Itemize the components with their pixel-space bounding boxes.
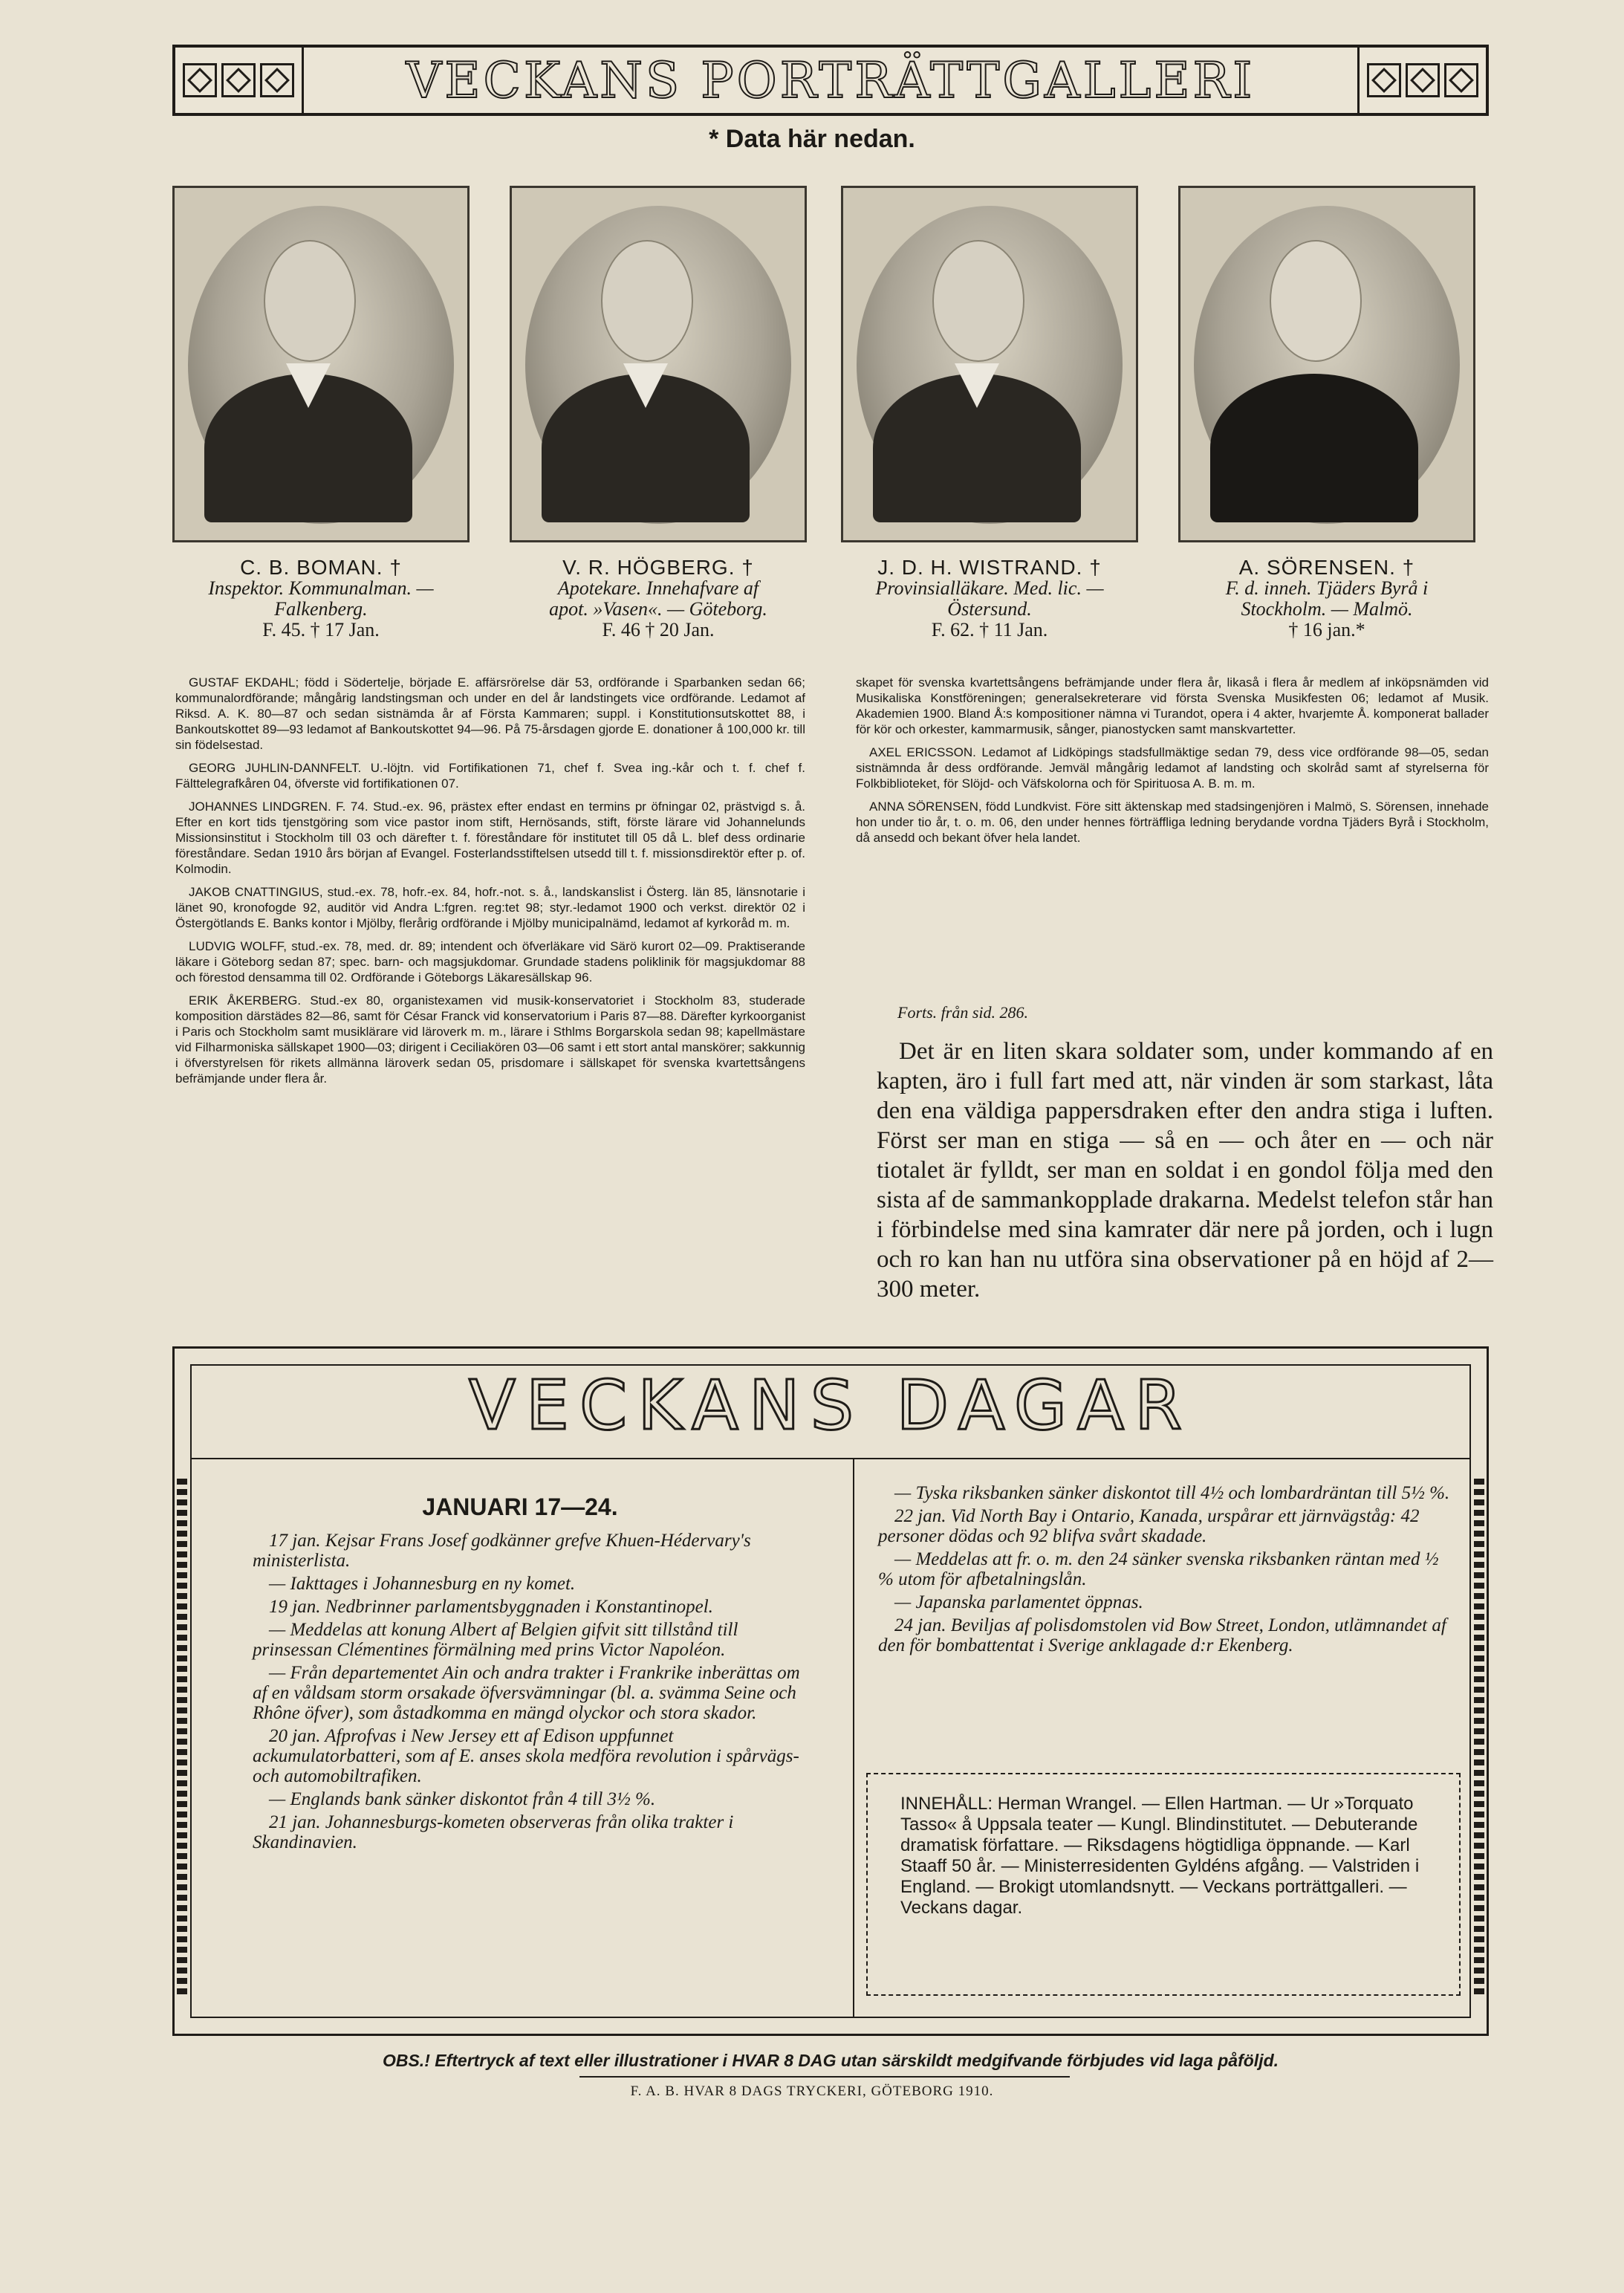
portrait-photo — [510, 186, 807, 542]
ornament-icon — [1444, 63, 1478, 97]
news-item: — Meddelas att fr. o. m. den 24 sänker svenska riksbanken räntan med ½ % utom för afbetalningslån. — [878, 1549, 1439, 1589]
news-item: — Meddelas att konung Albert af Belgien gifvit sitt tillstånd till prinsessan Clémentines förmälning med prins Victor Napoléon. — [253, 1620, 738, 1660]
portrait-desc: Provinsialläkare. Med. lic. — — [875, 577, 1104, 599]
news-column-right — [878, 1483, 1450, 1658]
banner-ornament-right — [1357, 48, 1486, 113]
banner-ornament-left — [175, 48, 304, 113]
portrait-desc: F. d. inneh. Tjäders Byrå i — [1225, 577, 1429, 599]
news-item: 24 jan. Beviljas af polisdomstolen vid Bow Street, London, utlämnandet af den för bombattentat i Sverige anklagade d:r Ekenberg. — [878, 1615, 1446, 1655]
section-title: VECKANS DAGAR — [468, 1366, 1193, 1445]
portrait-dates: F. 46 † 20 Jan. — [602, 619, 715, 640]
ornament-icon — [183, 63, 217, 97]
portrait-desc: Falkenberg. — [274, 598, 368, 620]
divider — [190, 1458, 1471, 1459]
portrait-caption — [157, 557, 484, 640]
portrait-name: J. D. H. WISTRAND. † — [877, 556, 1102, 579]
ornament-icon — [221, 63, 256, 97]
page-title: VECKANS PORTRÄTTGALLERI — [406, 51, 1256, 109]
printer-imprint: F. A. B. HVAR 8 DAGS TRYCKERI, GÖTEBORG 1910. — [630, 2083, 994, 2099]
chain-border-ornament — [177, 1479, 187, 1999]
bio-paragraph: skapet för svenska kvartettsångens befrämjande under flera år, likaså i flera år medlem af inköpsnämden vid Musikaliska Konstföreningen; generalsekreterare vid första Svenska Musikfesten 06; ledamot af Musik. Akademien 1900. Bland Å:s kompositioner nämna vi Turandot, opera i 4 akter, hvarjemte Å. komponerat ballader för kör och orkester, kammarmusik, sånger, pianostycken samt manskvartetter. — [856, 675, 1489, 736]
portrait-dates: F. 62. † 11 Jan. — [931, 619, 1048, 640]
news-item: — Japanska parlamentet öppnas. — [894, 1592, 1143, 1612]
news-column-left — [253, 1531, 802, 1855]
portrait-photo — [1178, 186, 1475, 542]
news-item: — Englands bank sänker diskontot från 4 till 3½ %. — [269, 1789, 656, 1809]
bio-paragraph: GUSTAF EKDAHL; född i Södertelje, började E. affärsrörelse där 53, ordförande i Sparbanken sedan 66; kommunalordförande; mångårig landstingsman och under en del år landstingets vice ordförande. Ledamot af Riksd. A. K. 80—87 och sedan sistnämda år af Första Kammaren; suppl. i Konstitutionsutskottet 88, i Bankoutskottet 89—93 ledamot af Bankoutskottet 94—96. På 75-årsdagen gjorde E. donationer å 100,000 kr. till sin födelsestad. — [175, 675, 805, 752]
portrait-caption — [826, 557, 1153, 640]
news-item: — Tyska riksbanken sänker diskontot till 4½ och lombardräntan till 5½ %. — [894, 1483, 1450, 1503]
bio-column-right — [856, 675, 1489, 853]
bio-column-left — [175, 675, 805, 1094]
bio-paragraph: ANNA SÖRENSEN, född Lundkvist. Före sitt äktenskap med stadsingenjören i Malmö, S. Sörensen, innehade hon under tio år, t. o. m. 06, den under hennes förträffliga ledning berydande vordna Tjäders Byrå i Stockholm, då ansedd och bekant öfver hela landet. — [856, 800, 1489, 845]
bio-paragraph: JAKOB CNATTINGIUS, stud.-ex. 78, hofr.-ex. 84, hofr.-not. s. å., landskanslist i Österg. län 85, länsnotarie i länet 90, kronofogde 92, auditör vid Andra L:fgren. reg:tet 98; styr.-ledamot 1900 och verkst. direktör 02 i Östergötlands E. Banks kontor i Mjölby, flerårig ordförande i Mjölby municipalnämd, ledamot af kyrkoråd m. m. — [175, 885, 805, 930]
portrait-photo — [841, 186, 1138, 542]
ornament-icon — [260, 63, 294, 97]
portrait-photo — [172, 186, 470, 542]
news-item: 22 jan. Vid North Bay i Ontario, Kanada, urspårar ett järnvägståg: 42 personer dödas och 92 blifva svårt skadade. — [878, 1506, 1420, 1546]
portrait-name: V. R. HÖGBERG. † — [562, 556, 754, 579]
bio-paragraph: JOHANNES LINDGREN. F. 74. Stud.-ex. 96, prästex efter endast en termins pr öfningar 02, prästvigd s. å. Efter en kort tids tjenstgöring som vice pastor inom stift, Hernösands, stift, förste lärare vid Johannelunds Missionsinstitut i Stockholm till 03 och därefter t. f. föreståndare för institutet till 05 då L. blef dess ordinarie föreståndare. Sedan 1910 års början af Evangel. Fosterlandsstiftelsen utsedd till t. f. missionsdirektör efter p. of. Kolmodin. — [175, 800, 805, 876]
bio-paragraph: GEORG JUHLIN-DANNFELT. U.-löjtn. vid Fortifikationen 71, chef f. Svea ing.-kår och t. f. chef f. Fälttelegrafkåren 04, öfverste vid fortifikationen 07. — [175, 761, 805, 791]
data-note: * Data här nedan. — [709, 125, 915, 153]
date-range-heading: JANUARI 17—24. — [422, 1493, 618, 1520]
portrait-desc: Stockholm. — Malmö. — [1241, 598, 1413, 620]
portrait-dates: F. 45. † 17 Jan. — [262, 619, 380, 640]
news-item: — Från departementet Ain och andra trakter i Frankrike inberättas om af en våldsam storm orsakade öfversvämningar (bl. a. svämma Seine och Rhône öfver), som åstadkomma en mängd olyckor och stora skador. — [253, 1663, 800, 1723]
portrait-name: A. SÖRENSEN. † — [1238, 556, 1415, 579]
portrait-name: C. B. BOMAN. † — [240, 556, 402, 579]
divider — [579, 2076, 1070, 2078]
bio-paragraph: AXEL ERICSSON. Ledamot af Lidköpings stadsfullmäktige sedan 79, dess vice ordförande 98—05, sedan sistnämnda år dess ordförande. Jemväl mångårig ledamot af landsting och skolråd samt af styrelserna för Folkbiblioteket, för Slöjd- och Väfskolorna och för Spirituosa A. B. m. m. — [856, 745, 1489, 791]
bio-paragraph: ERIK ÅKERBERG. Stud.-ex 80, organistexamen vid musik-konservatoriet i Stockholm 83, studerade komposition därstädes 82—86, samt för César Franck vid konservatorium i Paris 87—88. Därefter kyrkoorganist i Paris och Stockholm samt musiklärare vid läroverk m. m., lärare i Sthlms Borgarskola sedan 98; kapellmästare vid Filharmoniska sällskapet 1900—03; dirigent i Ceciliakören 03—06 samt i ett stort antal manskörer; sakkunnig i öfverstyrelsen för rikets allmänna läroverk sedan 05, prisdomare i sällskapet för svenska kvartettsångens befrämjande under flera år. — [175, 993, 805, 1086]
portrait-caption — [1163, 557, 1490, 640]
portrait-caption — [495, 557, 822, 640]
portrait-desc: apot. »Vasen«. — Göteborg. — [549, 598, 767, 620]
news-item: 17 jan. Kejsar Frans Josef godkänner grefve Khuen-Hédervary's ministerlista. — [253, 1531, 751, 1571]
portrait-desc: Inspektor. Kommunalman. — — [208, 577, 434, 599]
portrait-desc: Östersund. — [947, 598, 1032, 620]
chain-border-ornament — [1474, 1479, 1484, 1999]
portrait-desc: Apotekare. Innehafvare af — [557, 577, 759, 599]
bio-paragraph: LUDVIG WOLFF, stud.-ex. 78, med. dr. 89; intendent och öfverläkare vid Särö kurort 02—09. Praktiserande läkare i Göteborg sedan 87; spec. barn- och magsjukdomar. Grundade stadens poliklinik för magsjukdomar 88 och förestod densamma till 02. Ordförande i Göteborgs Läkaresällskap 96. — [175, 939, 805, 985]
ornament-icon — [1406, 63, 1440, 97]
ornament-icon — [1367, 63, 1401, 97]
contents-text: INNEHÅLL: Herman Wrangel. — Ellen Hartman. — Ur »Torquato Tasso« å Uppsala teater — Kungl. Blindinstitutet. — Debuterande dramatisk författare. — Riksdagens högtidliga öppnande. — Karl Staaff 50 år. — Ministerresidenten Gyldéns afgång. — Valstriden i England. — Brokigt utomlandsnytt. — Veckans porträttgalleri. — Veckans dagar. — [900, 1794, 1420, 1918]
column-divider — [853, 1458, 854, 2018]
news-item: 19 jan. Nedbrinner parlamentsbyggnaden i Konstantinopel. — [269, 1597, 713, 1617]
continued-label: Forts. från sid. 286. — [897, 1003, 1029, 1022]
news-item: — Iakttages i Johannesburg en ny komet. — [269, 1574, 576, 1594]
portrait-dates: † 16 jan.* — [1288, 619, 1365, 640]
article-body: Det är en liten skara soldater som, under kommando af en kapten, äro i full fart med att, när vinden är som starkast, låta den ena väldiga pappersdraken efter den andra stiga i luften. Först ser man en stiga — så en — och åter en — och när tiotalet är fylldt, ser man en soldat i en gondol följa med den sista af de sammankopplade drakarna. Medelst telefon står han i förbindelse med sina kamrater där nere på jorden, och i lugn och ro kan han nu utföra sina observationer på en höjd af 2—300 meter. — [877, 1038, 1493, 1303]
news-item: 20 jan. Afprofvas i New Jersey ett af Edison uppfunnet ackumulatorbatteri, som af E. anses skola medföra revolution i spårvägs- och automobiltrafiken. — [253, 1726, 799, 1786]
copyright-notice: OBS.! Eftertryck af text eller illustrationer i HVAR 8 DAG utan särskildt medgifvande förbjudes vid laga påföljd. — [382, 2051, 1279, 2070]
news-item: 21 jan. Johannesburgs-kometen observeras från olika trakter i Skandinavien. — [253, 1812, 734, 1852]
header-banner — [172, 45, 1489, 116]
